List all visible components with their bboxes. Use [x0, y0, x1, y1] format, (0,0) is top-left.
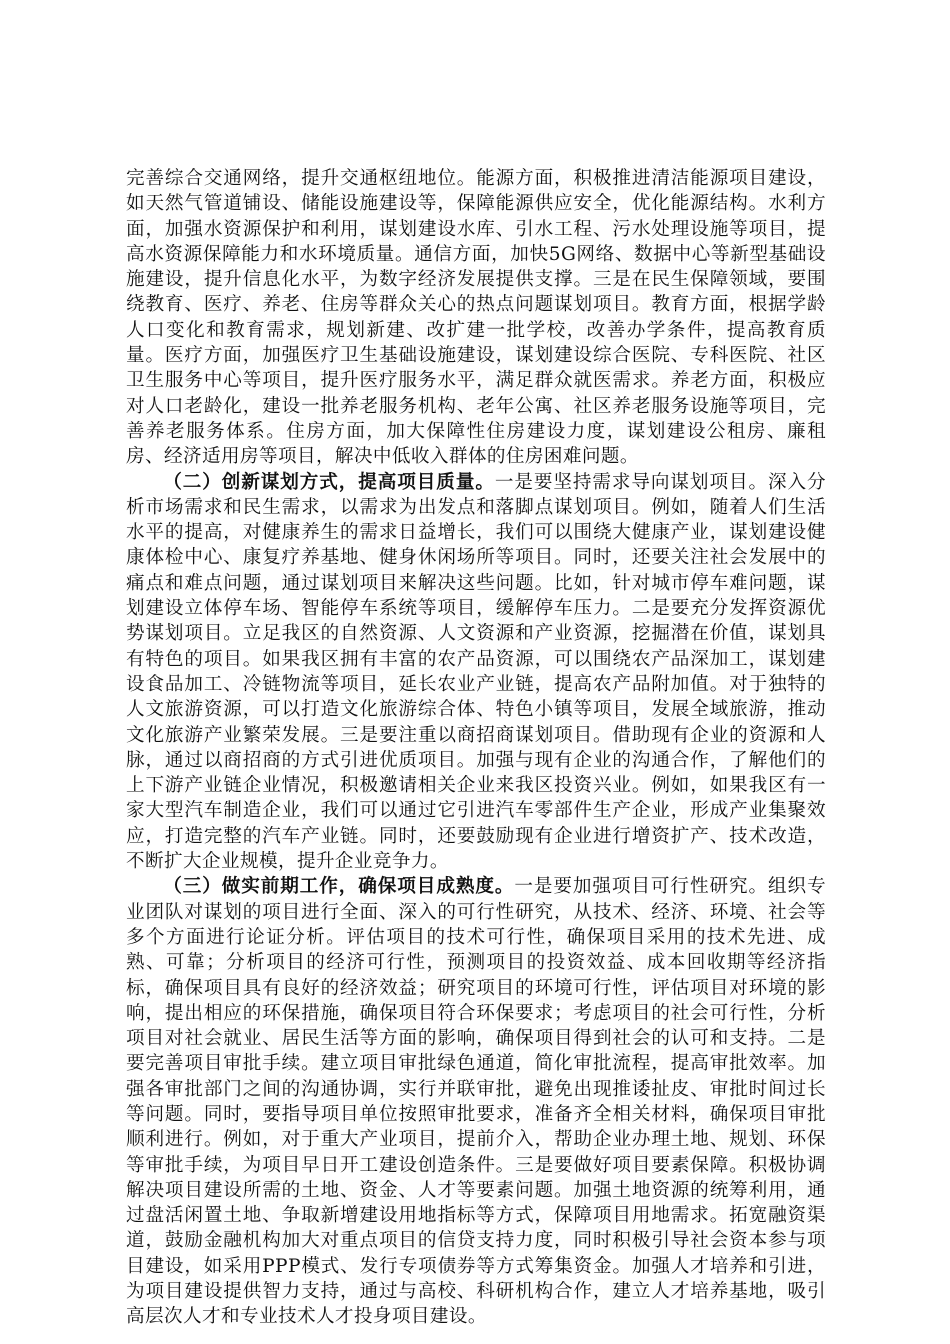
paragraph-body: 一是要加强项目可行性研究。组织专业团队对谋划的项目进行全面、深入的可行性研究，从技术、经济、环境、社会等多个方面进行论证分析。评估项目的技术可行性，确保项目采用的技术先进、成熟、可靠；分析项目的经济可行性，预测项目的投资效益、成本回收期等经济指标，确保项目具有良好的经济效益；研究项目的环境可行性，评估项目对环境的影响，提出相应的环保措施，确保项目符合环保要求；考虑项目的社会可行性，分析项目对社会就业、居民生活等方面的影响，确保项目得到社会的认可和支持。二是要完善项目审批手续。建立项目审批绿色通道，简化审批流程，提高审批效率。加强各审批部门之间的沟通协调，实行并联审批，避免出现推诿扯皮、审批时间过长等问题。同时，要指导项目单位按照审批要求，准备齐全相关材料，确保项目审批顺利进行。例如，对于重大产业项目，提前介入，帮助企业办理土地、规划、环保等审批手续，为项目早日开工建设创造条件。三是要做好项目要素保障。积极协调解决项目建设所需的土地、资金、人才等要素问题。加强土地资源的统筹利用，通过盘活闲置土地、争取新增建设用地指标等方式，保障项目用地需求。拓宽融资渠道，鼓励金融机构加大对重点项目的信贷支持力度，同时积极引导社会资本参与项目建设，如采用PPP模式、发行专项债券等方式筹集资金。加强人才培养和引进，为项目建设提供智力支持，通过与高校、科研机构合作，建立人才培养基地，吸引高层次人才和专业技术人才投身项目建设。 — [126, 876, 826, 1328]
document-page — [126, 166, 826, 1330]
paragraph-section-3 — [126, 874, 826, 1329]
paragraph-body: 完善综合交通网络，提升交通枢纽地位。能源方面，积极推进清洁能源项目建设，如天然气管道铺设、储能设施建设等，保障能源供应安全，优化能源结构。水利方面，加强水资源保护和利用，谋划建设水库、引水工程、污水处理设施等项目，提高水资源保障能力和水环境质量。通信方面，加快5G网络、数据中心等新型基础设施建设，提升信息化水平，为数字经济发展提供支撑。三是在民生保障领域，要围绕教育、医疗、养老、住房等群众关心的热点问题谋划项目。教育方面，根据学龄人口变化和教育需求，规划新建、改扩建一批学校，改善办学条件，提高教育质量。医疗方面，加强医疗卫生基础设施建设，谋划建设综合医院、专科医院、社区卫生服务中心等项目，提升医疗服务水平，满足群众就医需求。养老方面，积极应对人口老龄化，建设一批养老服务机构、老年公寓、社区养老服务设施等项目，完善养老服务体系。住房方面，加大保障性住房建设力度，谋划建设公租房、廉租房、经济适用房等项目，解决中低收入群体的住房困难问题。 — [126, 168, 826, 468]
section-heading: （三）做实前期工作，确保项目成熟度。 — [163, 876, 515, 898]
paragraph-continuation — [126, 166, 826, 470]
paragraph-body: 一是要坚持需求导向谋划项目。深入分析市场需求和民生需求，以需求为出发点和落脚点谋划项目。例如，随着人们生活水平的提高，对健康养生的需求日益增长，我们可以围绕大健康产业，谋划建设健康体检中心、康复疗养基地、健身休闲场所等项目。同时，还要关注社会发展中的痛点和难点问题，通过谋划项目来解决这些问题。比如，针对城市停车难问题，谋划建设立体停车场、智能停车系统等项目，缓解停车压力。二是要充分发挥资源优势谋划项目。立足我区的自然资源、人文资源和产业资源，挖掘潜在价值，谋划具有特色的项目。如果我区拥有丰富的农产品资源，可以围绕农产品深加工，谋划建设食品加工、冷链物流等项目，延长农业产业链，提高农产品附加值。对于独特的人文旅游资源，可以打造文化旅游综合体、特色小镇等项目，发展全域旅游，推动文化旅游产业繁荣发展。三是要注重以商招商谋划项目。借助现有企业的资源和人脉，通过以商招商的方式引进优质项目。加强与现有企业的沟通合作，了解他们的上下游产业链企业情况，积极邀请相关企业来我区投资兴业。例如，如果我区有一家大型汽车制造企业，我们可以通过它引进汽车零部件生产企业，形成产业集聚效应，打造完整的汽车产业链。同时，还要鼓励现有企业进行增资扩产、技术改造，不断扩大企业规模，提升企业竞争力。 — [126, 471, 826, 873]
paragraph-section-2 — [126, 470, 826, 875]
section-heading: （二）创新谋划方式，提高项目质量。 — [163, 471, 495, 493]
